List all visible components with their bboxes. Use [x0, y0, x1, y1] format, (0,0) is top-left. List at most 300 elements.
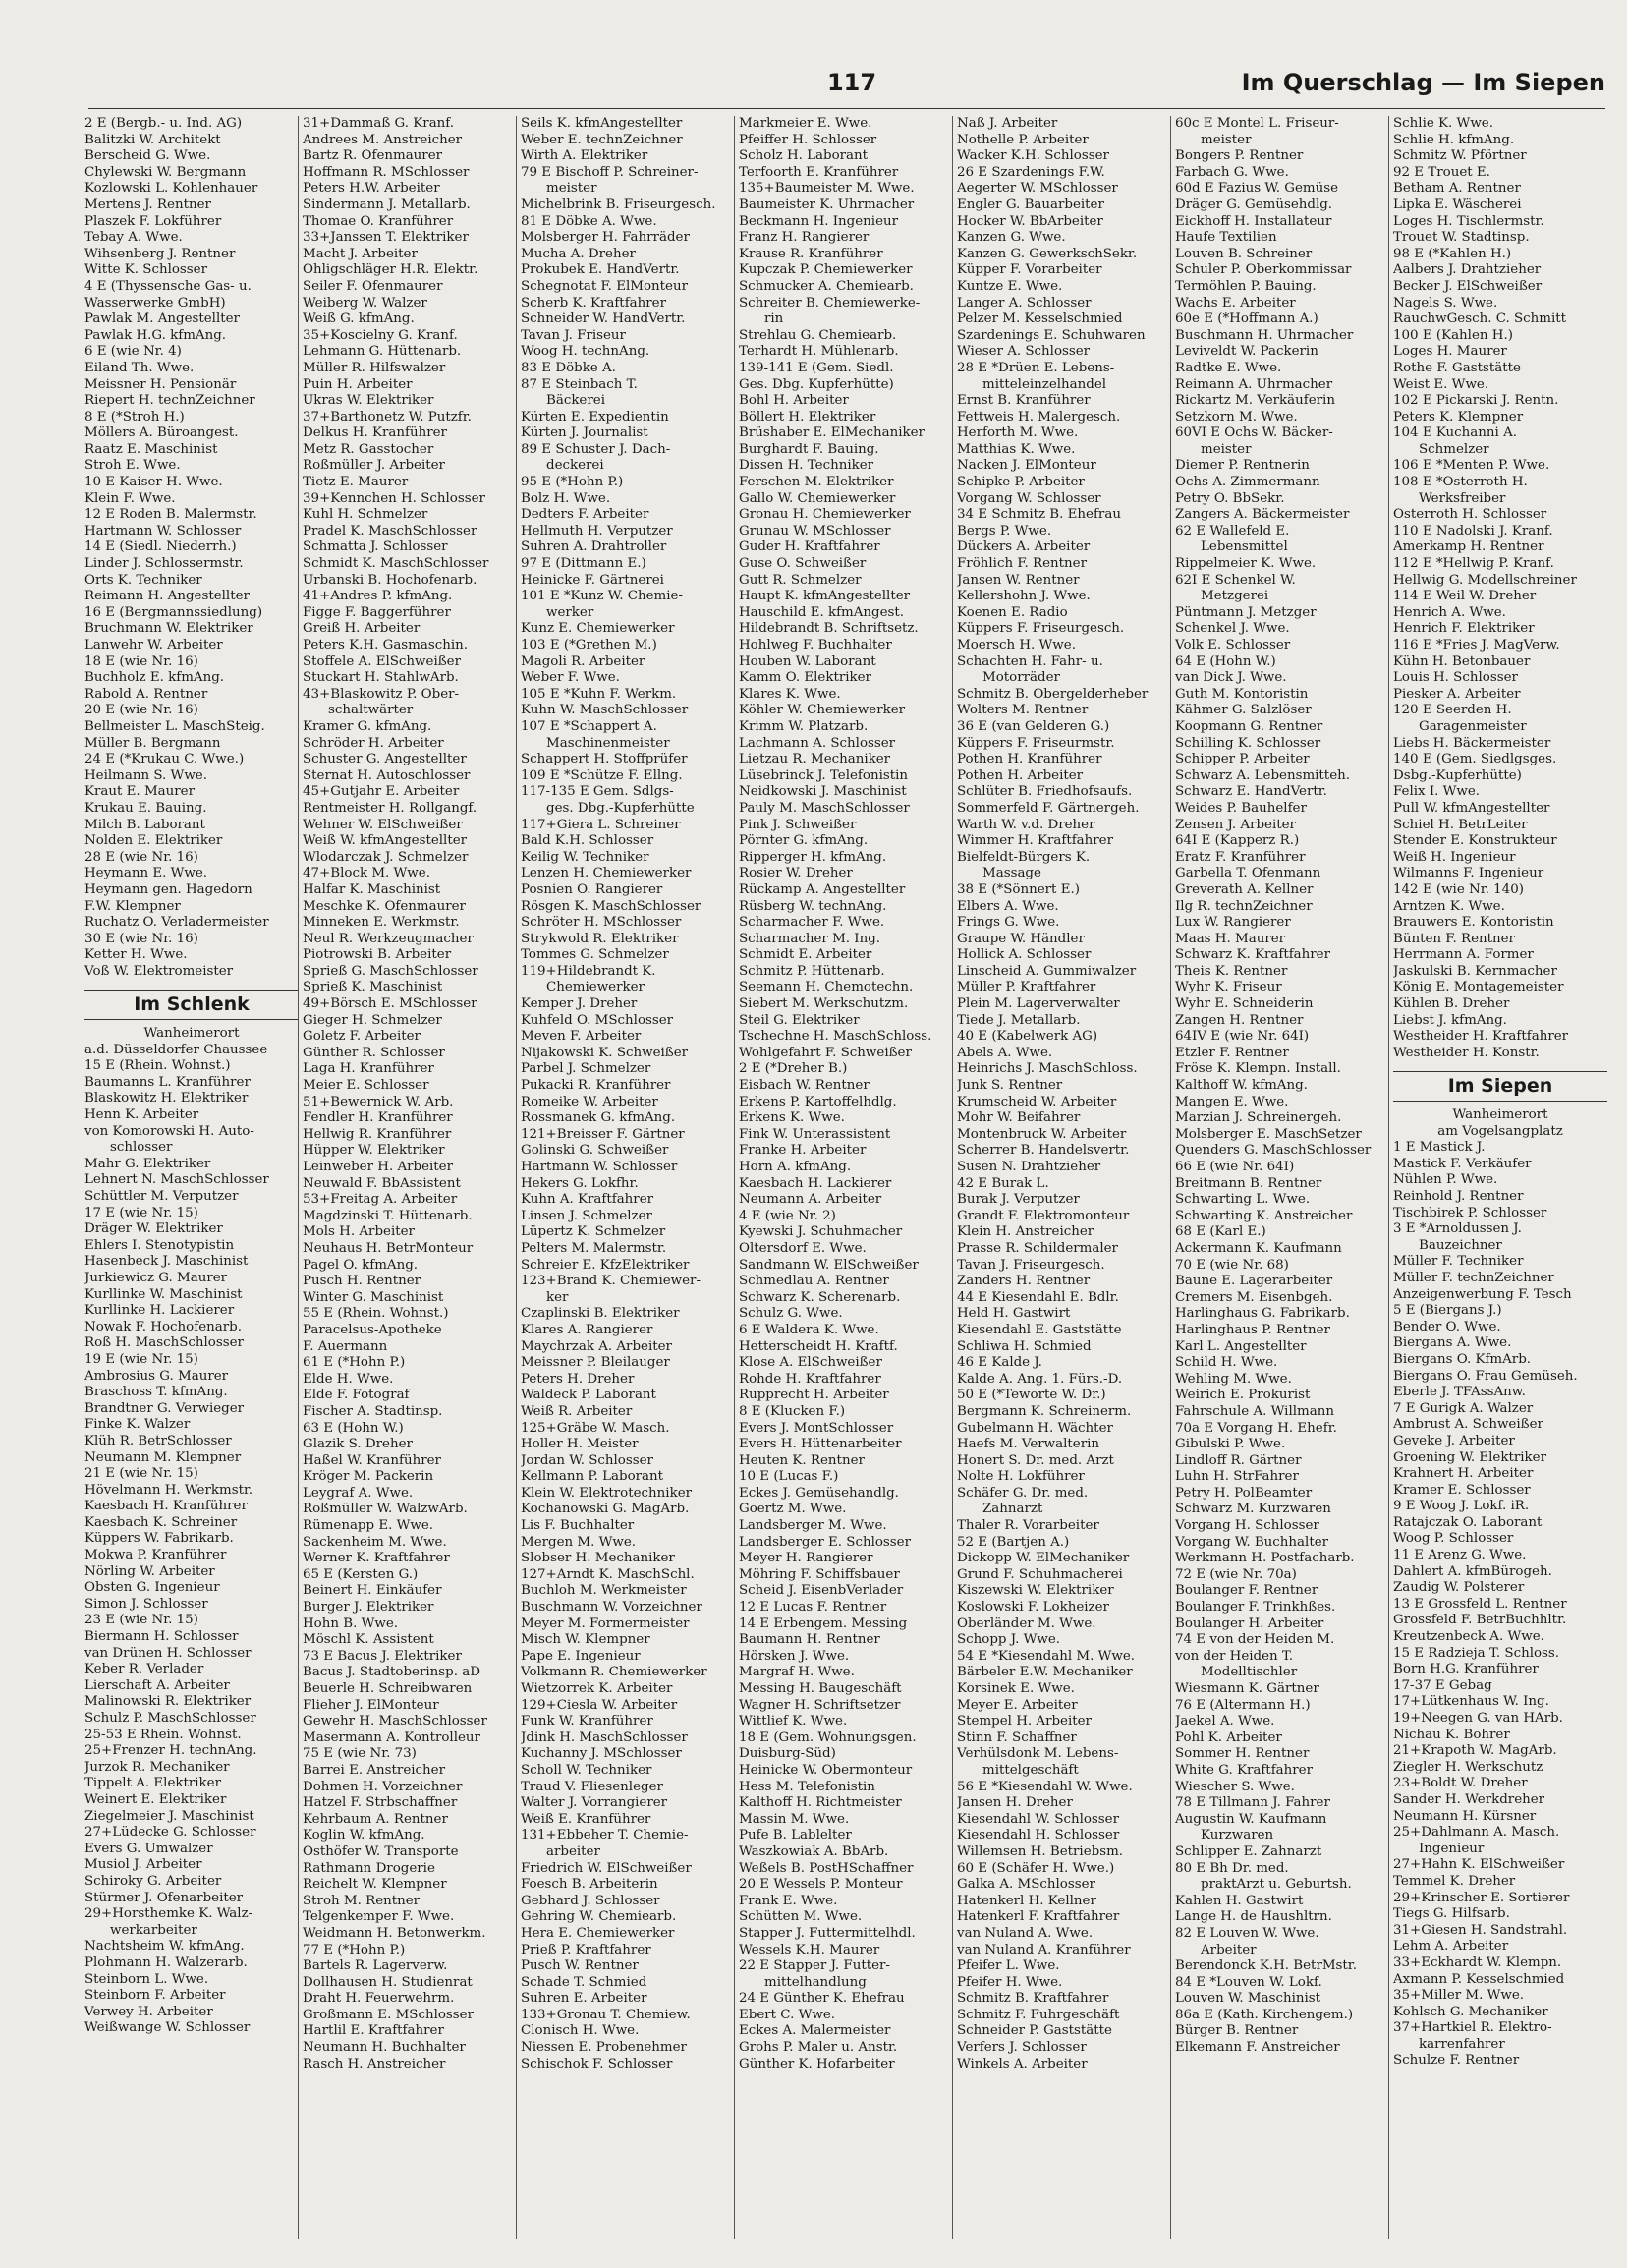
directory-entry: Baune E. Lagerarbeiter	[1175, 1274, 1333, 1289]
directory-entry: Pufe B. Lablelter	[739, 1828, 852, 1843]
directory-entry: Golinski G. Schweißer	[521, 1143, 669, 1159]
directory-entry: 2 E (Bergb.- u. Ind. AG)	[84, 116, 243, 131]
directory-entry: Fahrschule A. Willmann	[1175, 1403, 1334, 1419]
directory-entry: Reimann H. Angestellter	[84, 589, 250, 604]
directory-entry: 38 E (*Sönnert E.)	[957, 881, 1080, 897]
directory-entry: Radtke E. Wwe.	[1175, 360, 1282, 375]
directory-entry: 29+Horsthemke K. Walz-	[84, 1906, 253, 1922]
directory-entry: Evers J. MontSchlosser	[739, 1420, 894, 1436]
directory-entry: 97 E (Dittmann E.)	[521, 556, 646, 572]
directory-entry: Neumann H. Buchhalter	[303, 2040, 466, 2056]
directory-entry: Szardenings E. Schuhwaren	[957, 327, 1146, 343]
directory-entry: 3 E *Arnoldussen J.	[1393, 1221, 1522, 1237]
directory-entry: Kiesendahl W. Schlosser	[957, 1811, 1119, 1827]
directory-entry: Kaesbach K. Schreiner	[84, 1514, 238, 1530]
directory-entry: 33+Janssen T. Elektriker	[303, 230, 469, 246]
directory-entry: Schulze F. Rentner	[1393, 2053, 1520, 2069]
entry-continuation: Garagenmeister	[1419, 718, 1527, 734]
directory-entry: Nolden E. Elektriker	[84, 833, 223, 849]
directory-entry: 26 E Szardenings F.W.	[957, 164, 1105, 180]
directory-entry: Küpper F. Vorarbeiter	[957, 262, 1102, 278]
directory-entry: Lindloff R. Gärtner	[1175, 1452, 1302, 1468]
directory-entry: 117-135 E Gem. Sdlgs-	[521, 784, 674, 800]
directory-entry: Dedters F. Arbeiter	[521, 507, 649, 523]
directory-entry: Sommerfeld F. Gärtnergeh.	[957, 800, 1140, 816]
directory-entry: Gieger H. Schmelzer	[303, 1012, 442, 1028]
directory-entry: 25+Frenzer H. technAng.	[84, 1743, 257, 1759]
directory-entry: 119+Hildebrandt K.	[521, 963, 656, 979]
directory-entry: Schmatta J. Schlosser	[303, 539, 448, 555]
directory-entry: Kellershohn J. Wwe.	[957, 589, 1091, 604]
directory-entry: Franz H. Rangierer	[739, 230, 870, 246]
directory-entry: 24 E Günther K. Ehefrau	[739, 1991, 905, 2007]
entry-continuation: ker	[546, 1289, 569, 1305]
directory-entry: Musiol J. Arbeiter	[84, 1857, 202, 1873]
directory-entry: 34 E Schmitz B. Ehefrau	[957, 507, 1121, 523]
directory-entry: Scherb K. Kraftfahrer	[521, 295, 666, 311]
directory-entry: Evers H. Hüttenarbeiter	[739, 1437, 902, 1452]
directory-entry: Hatzel F. Strbschaffner	[303, 1795, 458, 1811]
column-2	[303, 116, 517, 2072]
directory-entry: Vorgang W. Buchhalter	[1175, 1534, 1329, 1550]
directory-entry: Draht H. Feuerwehrm.	[303, 1991, 455, 2007]
directory-entry: Kuntze E. Wwe.	[957, 278, 1063, 294]
directory-entry: Lenzen H. Chemiewerker	[521, 866, 692, 881]
directory-entry: Dückers A. Arbeiter	[957, 539, 1091, 555]
directory-entry: Stempel H. Arbeiter	[957, 1714, 1092, 1729]
directory-entry: 64I E (Kapperz R.)	[1175, 833, 1300, 849]
directory-entry: 64IV E (wie Nr. 64I)	[1175, 1029, 1310, 1045]
directory-entry: Mokwa P. Kranführer	[84, 1548, 227, 1563]
directory-entry: 17 E (wie Nr. 15)	[84, 1205, 198, 1220]
directory-entry: Kuhn W. MaschSchlosser	[521, 703, 689, 718]
directory-entry: Gubelmann H. Wächter	[957, 1420, 1113, 1436]
directory-entry: Bruchmann W. Elektriker	[84, 621, 253, 637]
directory-entry: Müller R. Hilfswalzer	[303, 360, 446, 375]
directory-entry: Schachten H. Fahr- u.	[957, 653, 1103, 669]
directory-entry: Reinhold J. Rentner	[1393, 1189, 1524, 1204]
directory-entry: Pelters M. Malermstr.	[521, 1240, 667, 1256]
directory-entry: Eratz F. Kranführer	[1175, 849, 1306, 865]
directory-entry: Tietz E. Maurer	[303, 475, 409, 490]
directory-entry: Posnien O. Rangierer	[521, 881, 663, 897]
directory-entry: a.d. Düsseldorfer Chaussee	[84, 1042, 268, 1057]
directory-entry: Keber R. Verlader	[84, 1662, 204, 1677]
directory-entry: Hohlweg F. Buchhalter	[739, 638, 892, 652]
directory-entry: Müller F. Techniker	[1393, 1254, 1524, 1270]
directory-entry: Pusch H. Rentner	[303, 1274, 421, 1289]
directory-entry: 54 E *Kiesendahl M. Wwe.	[957, 1648, 1136, 1664]
entry-continuation: Metzgerei	[1201, 589, 1269, 604]
directory-entry: Pörnter G. kfmAng.	[739, 833, 869, 849]
directory-entry: Weiß R. Arbeiter	[521, 1403, 633, 1419]
directory-entry: Termöhlen P. Bauing.	[1175, 278, 1317, 294]
directory-entry: Elkemann F. Anstreicher	[1175, 2040, 1340, 2056]
directory-entry: RauchwGesch. C. Schmitt	[1393, 312, 1567, 327]
directory-entry: Glazik S. Dreher	[303, 1437, 413, 1452]
directory-entry: Schischok F. Schlosser	[521, 2056, 673, 2071]
directory-entry: Simon J. Schlosser	[84, 1596, 208, 1612]
directory-entry: Plohmann H. Walzerarb.	[84, 1955, 248, 1970]
directory-entry: Ziegelmeier J. Maschinist	[84, 1808, 254, 1824]
directory-entry: Schröder H. Arbeiter	[303, 735, 444, 751]
directory-entry: Tippelt A. Elektriker	[84, 1776, 221, 1791]
directory-entry: 13 E Grossfeld L. Rentner	[1393, 1596, 1567, 1612]
directory-entry: Neumann H. Kürsner	[1393, 1808, 1537, 1824]
directory-entry: Scheid J. EisenbVerlader	[739, 1583, 904, 1599]
directory-entry: 37+Hartkiel R. Elektro-	[1393, 2020, 1552, 2036]
directory-entry: Barrei E. Anstreicher	[303, 1762, 445, 1778]
directory-entry: Seemann H. Chemotechn.	[739, 980, 914, 995]
column-divider	[734, 116, 735, 2239]
directory-entry: Markmeier E. Wwe.	[739, 116, 872, 131]
directory-entry: Lachmann A. Schlosser	[739, 735, 896, 751]
directory-entry: 27+Hahn K. ElSchweißer	[1393, 1857, 1565, 1873]
directory-entry: Ferschen M. Elektriker	[739, 475, 894, 490]
directory-entry: Neumann M. Klempner	[84, 1449, 242, 1465]
directory-entry: Meyer M. Formermeister	[521, 1616, 690, 1631]
directory-entry: Werner K. Kraftfahrer	[303, 1551, 450, 1566]
directory-entry: Großmann E. MSchlosser	[303, 2007, 474, 2022]
directory-entry: Wiesmann K. Gärtner	[1175, 1681, 1319, 1696]
directory-entry: Linscheid A. Gummiwalzer	[957, 963, 1137, 979]
directory-entry: Grohs P. Maler u. Anstr.	[739, 2040, 898, 2056]
directory-entry: Stürmer J. Ofenarbeiter	[84, 1890, 244, 1905]
directory-entry: 47+Block M. Wwe.	[303, 866, 430, 881]
directory-entry: Brüshaber E. ElMechaniker	[739, 425, 925, 441]
directory-entry: Galka A. MSchlosser	[957, 1877, 1095, 1893]
directory-entry: Chylewski W. Bergmann	[84, 164, 247, 180]
directory-entry: Schegnotat F. ElMonteur	[521, 278, 688, 294]
directory-entry: Westheider H. Kraftfahrer	[1393, 1029, 1569, 1045]
directory-entry: Weiß W. kfmAngestellter	[303, 833, 468, 849]
entry-continuation: mitteleinzelhandel	[982, 376, 1107, 392]
directory-entry: Wagner H. Schriftsetzer	[739, 1697, 901, 1713]
directory-entry: F.W. Klempner	[84, 898, 181, 914]
directory-entry: Schröter H. MSchlosser	[521, 915, 682, 931]
directory-entry: Klose A. ElSchweißer	[739, 1355, 882, 1371]
directory-entry: 31+Dammaß G. Kranf.	[303, 116, 455, 131]
directory-entry: 73 E Bacus J. Elektriker	[303, 1648, 462, 1664]
directory-entry: Weidmann H. Betonwerkm.	[303, 1925, 486, 1941]
directory-entry: 84 E *Louven W. Lokf.	[1175, 1974, 1322, 1990]
directory-entry: Greverath A. Kellner	[1175, 881, 1314, 897]
directory-entry: Rippelmeier K. Wwe.	[1175, 556, 1317, 572]
directory-entry: Ziegler H. Werkschutz	[1393, 1759, 1543, 1775]
directory-entry: 117+Giera L. Schreiner	[521, 817, 681, 832]
entry-continuation: Zahnarzt	[982, 1502, 1043, 1517]
directory-entry: Aegerter W. MSchlosser	[957, 181, 1118, 197]
directory-entry: 1 E Mastick J.	[1393, 1140, 1486, 1156]
directory-entry: Sackenheim M. Wwe.	[303, 1534, 447, 1550]
directory-entry: Kiesendahl H. Schlosser	[957, 1828, 1120, 1843]
directory-entry: Ambrust A. Schweißer	[1393, 1417, 1543, 1433]
directory-entry: Mangen E. Wwe.	[1175, 1094, 1289, 1109]
directory-entry: 8 E (*Stroh H.)	[84, 409, 185, 425]
directory-entry: Schiroky G. Arbeiter	[84, 1873, 222, 1889]
directory-entry: Hartmann W. Schlosser	[84, 523, 242, 539]
directory-entry: Pull W. kfmAngestellter	[1393, 800, 1550, 816]
directory-entry: Arntzen K. Wwe.	[1393, 898, 1505, 914]
directory-entry: Nothelle P. Arbeiter	[957, 132, 1089, 147]
directory-entry: Meyer H. Rangierer	[739, 1551, 873, 1566]
directory-entry: Stoffele A. ElSchweißer	[303, 653, 461, 669]
entry-continuation: werkarbeiter	[110, 1922, 197, 1938]
directory-entry: Bacus J. Stadtoberinsp. aD	[303, 1665, 480, 1680]
directory-entry: 79 E Bischoff P. Schreiner-	[521, 164, 699, 180]
directory-entry: 17+Lütkenhaus W. Ing.	[1393, 1694, 1549, 1710]
directory-entry: Winter G. Maschinist	[303, 1289, 444, 1305]
directory-entry: Setzkorn M. Wwe.	[1175, 409, 1298, 425]
directory-entry: Schäfer G. Dr. med.	[957, 1485, 1089, 1501]
directory-entry: 139-141 E (Gem. Siedl.	[739, 360, 894, 375]
directory-entry: 9 E Woog J. Lokf. iR.	[1393, 1499, 1530, 1514]
directory-entry: Pagel O. kfmAng.	[303, 1257, 419, 1273]
entry-continuation: karrenfahrer	[1419, 2036, 1505, 2052]
locality-label: am Vogelsangplatz	[1437, 1123, 1563, 1139]
directory-entry: 81 E Döbke A. Wwe.	[521, 213, 657, 229]
directory-entry: Schreiter B. Chemiewerke-	[739, 295, 921, 311]
directory-entry: Brauwers E. Kontoristin	[1393, 915, 1554, 931]
directory-entry: Pothen H. Arbeiter	[957, 767, 1084, 783]
directory-entry: Gallo W. Chemiewerker	[739, 490, 896, 506]
directory-entry: Voß W. Elektromeister	[84, 963, 234, 979]
directory-entry: Wilmanns F. Ingenieur	[1393, 866, 1544, 881]
directory-entry: Guse O. Schweißer	[739, 556, 867, 572]
directory-entry: 28 E (wie Nr. 16)	[84, 849, 198, 865]
directory-entry: Westheider H. Konstr.	[1393, 1045, 1540, 1060]
directory-entry: 21 E (wie Nr. 15)	[84, 1466, 198, 1482]
directory-entry: Weßels B. PostHSchaffner	[739, 1860, 914, 1876]
entry-continuation: Kurzwaren	[1201, 1828, 1274, 1843]
directory-entry: Volkmann R. Chemiewerker	[521, 1665, 707, 1680]
directory-entry: Liebs H. Bäckermeister	[1393, 735, 1551, 751]
directory-entry: Guder H. Kraftfahrer	[739, 539, 880, 555]
directory-entry: Peters H. Dreher	[521, 1371, 635, 1387]
directory-entry: Oltersdorf E. Wwe.	[739, 1240, 867, 1256]
directory-entry: 25-53 E Rhein. Wohnst.	[84, 1727, 242, 1742]
directory-entry: Schipper P. Arbeiter	[1175, 752, 1310, 767]
directory-entry: Korsinek E. Wwe.	[957, 1681, 1075, 1696]
directory-entry: 51+Bewernick W. Arb.	[303, 1094, 454, 1109]
entry-continuation: meister	[546, 181, 597, 197]
locality-label: Wanheimerort	[143, 1026, 240, 1042]
page-header	[98, 69, 1605, 108]
directory-entry: 102 E Pickarski J. Rentn.	[1393, 393, 1559, 409]
column-1	[84, 116, 299, 2037]
directory-entry: Junk S. Rentner	[957, 1078, 1063, 1094]
directory-entry: Ochs A. Zimmermann	[1175, 475, 1320, 490]
directory-entry: 17-37 E Gebag	[1393, 1677, 1492, 1693]
directory-entry: Biergans O. KfmArb.	[1393, 1351, 1532, 1367]
directory-entry: Verfers J. Schlosser	[957, 2040, 1087, 2056]
directory-entry: Pusch W. Rentner	[521, 1958, 639, 1974]
directory-entry: Reichelt W. Klempner	[303, 1877, 447, 1893]
directory-entry: Schulz G. Wwe.	[739, 1306, 843, 1322]
directory-entry: Linsen J. Schmelzer	[521, 1208, 652, 1223]
directory-entry: Molsberger H. Fahrräder	[521, 230, 690, 246]
directory-entry: Burger J. Elektriker	[303, 1600, 434, 1616]
directory-entry: 125+Gräbe W. Masch.	[521, 1420, 670, 1436]
directory-entry: Rupprecht H. Arbeiter	[739, 1388, 889, 1403]
directory-entry: Bongers P. Rentner	[1175, 148, 1304, 164]
directory-entry: Scharmacher M. Ing.	[739, 931, 881, 946]
directory-entry: Balitzki W. Architekt	[84, 132, 221, 147]
directory-entry: Hartmann W. Schlosser	[521, 1160, 678, 1174]
directory-entry: 55 E (Rhein. Wohnst.)	[303, 1306, 449, 1322]
directory-entry: 37+Barthonetz W. Putzfr.	[303, 409, 472, 425]
directory-entry: Kochanowski G. MagArb.	[521, 1502, 690, 1517]
directory-entry: 49+Börsch E. MSchlosser	[303, 996, 477, 1012]
directory-entry: Elbers A. Wwe.	[957, 898, 1059, 914]
section-heading: Im Schlenk	[84, 990, 299, 1020]
directory-entry: Louis H. Schlosser	[1393, 670, 1518, 686]
directory-entry: Müller F. technZeichner	[1393, 1270, 1554, 1285]
directory-entry: Evers G. Umwalzer	[84, 1841, 213, 1856]
directory-entry: Flieher J. ElMonteur	[303, 1697, 439, 1713]
directory-entry: Schreier E. KfzElektriker	[521, 1257, 690, 1273]
directory-entry: Ohligschläger H.R. Elektr.	[303, 262, 478, 278]
directory-entry: Tebay A. Wwe.	[84, 230, 183, 246]
directory-entry: 6 E (wie Nr. 4)	[84, 344, 182, 360]
directory-entry: Wiescher S. Wwe.	[1175, 1779, 1295, 1794]
directory-entry: Kemper J. Dreher	[521, 996, 638, 1012]
directory-entry: Mastick F. Verkäufer	[1393, 1156, 1532, 1171]
entry-continuation: Bauzeichner	[1419, 1237, 1502, 1253]
directory-entry: Mucha A. Dreher	[521, 246, 636, 261]
directory-entry: 36 E (van Gelderen G.)	[957, 718, 1110, 734]
directory-entry: Schmedlau A. Rentner	[739, 1274, 889, 1289]
directory-entry: 70 E (wie Nr. 68)	[1175, 1257, 1289, 1273]
directory-entry: Klares K. Wwe.	[739, 686, 841, 702]
directory-entry: Lehmann G. Hüttenarb.	[303, 344, 462, 360]
directory-entry: Suhren A. Drahtroller	[521, 539, 667, 555]
directory-entry: Frank E. Wwe.	[739, 1893, 838, 1908]
directory-entry: Lüsebrinck J. Telefonistin	[739, 767, 909, 783]
directory-entry: 95 E (*Hohn P.)	[521, 475, 624, 490]
directory-entry: Massin M. Wwe.	[739, 1811, 850, 1827]
directory-entry: Herrmann A. Former	[1393, 947, 1534, 963]
directory-entry: Biergans O. Frau Gemüseh.	[1393, 1368, 1578, 1384]
directory-entry: 21+Krapoth W. MagArb.	[1393, 1743, 1557, 1759]
directory-entry: Weiß H. Ingenieur	[1393, 849, 1516, 865]
directory-entry: Haefs M. Verwalterin	[957, 1437, 1100, 1452]
directory-entry: 33+Eckhardt W. Klempn.	[1393, 1955, 1562, 1970]
directory-entry: 23+Boldt W. Dreher	[1393, 1776, 1528, 1791]
directory-entry: Hatenkerl F. Kraftfahrer	[957, 1909, 1120, 1925]
directory-entry: 75 E (wie Nr. 73)	[303, 1746, 417, 1762]
directory-entry: Meschke K. Ofenmaurer	[303, 898, 466, 914]
directory-entry: van Nuland A. Wwe.	[957, 1925, 1094, 1941]
directory-entry: Blaskowitz H. Elektriker	[84, 1091, 249, 1106]
directory-entry: Schmucker A. Chemiearb.	[739, 278, 914, 294]
directory-entry: 142 E (wie Nr. 140)	[1393, 881, 1524, 897]
directory-entry: Hocker W. BbArbeiter	[957, 213, 1103, 229]
directory-entry: Tiede J. Metallarb.	[957, 1012, 1081, 1028]
directory-entry: 10 E (Lucas F.)	[739, 1469, 839, 1485]
directory-entry: Willemsen H. Betriebsm.	[957, 1843, 1124, 1859]
directory-entry: Grunau W. MSchlosser	[739, 523, 891, 539]
directory-entry: Paracelsus-Apotheke	[303, 1322, 442, 1337]
directory-entry: 116 E *Fries J. MagVerw.	[1393, 638, 1560, 652]
directory-entry: Stender E. Konstrukteur	[1393, 833, 1557, 849]
directory-entry: Fröhlich F. Rentner	[957, 556, 1088, 572]
directory-entry: Bohl H. Arbeiter	[739, 393, 849, 409]
directory-entry: 6 E Waldera K. Wwe.	[739, 1322, 879, 1337]
directory-entry: Lux W. Rangierer	[1175, 915, 1291, 931]
directory-entry: Koglin W. kfmAng.	[303, 1828, 425, 1843]
directory-entry: Traud V. Fliesenleger	[521, 1779, 663, 1794]
directory-entry: Schwarz K. Scherenarb.	[739, 1289, 901, 1305]
directory-entry: Niessen E. Probenehmer	[521, 2040, 687, 2056]
directory-entry: Etzler F. Rentner	[1175, 1045, 1289, 1060]
directory-entry: Schmidt E. Arbeiter	[739, 947, 872, 963]
directory-entry: Pukacki R. Kranführer	[521, 1078, 671, 1094]
directory-entry: Püntmann J. Metzger	[1175, 604, 1317, 620]
directory-entry: Meyer E. Arbeiter	[957, 1697, 1078, 1713]
directory-entry: 11 E Arenz G. Wwe.	[1393, 1548, 1527, 1563]
directory-entry: Weiß G. kfmAng.	[303, 312, 415, 327]
directory-entry: Ehlers I. Stenotypistin	[84, 1237, 235, 1253]
directory-entry: Brandtner G. Verwieger	[84, 1400, 245, 1416]
directory-entry: Beckmann H. Ingenieur	[739, 213, 899, 229]
directory-entry: Kurllinke W. Maschinist	[84, 1286, 243, 1302]
directory-entry: Werkmann H. Postfacharb.	[1175, 1551, 1355, 1566]
directory-entry: 20 E Wessels P. Monteur	[739, 1877, 903, 1893]
directory-entry: Mols H. Arbeiter	[303, 1224, 415, 1240]
directory-entry: Hörsken J. Wwe.	[739, 1648, 850, 1664]
directory-entry: Kraut E. Maurer	[84, 784, 195, 800]
directory-entry: Osterroth H. Schlosser	[1393, 507, 1547, 523]
directory-entry: Jurkiewicz G. Maurer	[84, 1270, 228, 1285]
directory-entry: Burak J. Verputzer	[957, 1192, 1080, 1208]
directory-entry: Ambrosius G. Maurer	[84, 1368, 229, 1384]
directory-entry: Clonisch H. Wwe.	[521, 2023, 640, 2039]
directory-entry: Terfoorth E. Kranführer	[739, 164, 899, 180]
column-divider	[298, 116, 299, 2239]
directory-entry: Rüsberg W. technAng.	[739, 898, 887, 914]
directory-entry: Braschoss T. kfmAng.	[84, 1385, 228, 1400]
directory-entry: 46 E Kalde J.	[957, 1355, 1042, 1371]
directory-entry: Czaplinski B. Elektriker	[521, 1306, 680, 1322]
running-head: Im Querschlag — Im Siepen	[1241, 69, 1605, 96]
directory-entry: 4 E (wie Nr. 2)	[739, 1208, 836, 1223]
directory-entry: Mahr G. Elektriker	[84, 1156, 211, 1171]
directory-entry: Friedrich W. ElSchweißer	[521, 1860, 692, 1876]
directory-entry: Bielfeldt-Bürgers K.	[957, 849, 1091, 865]
directory-entry: Henrich F. Elektriker	[1393, 621, 1535, 637]
directory-entry: Weber E. technZeichner	[521, 132, 683, 147]
directory-entry: Möschl K. Assistent	[303, 1632, 434, 1648]
directory-entry: Meissner H. Pensionär	[84, 376, 237, 392]
directory-entry: Mohr W. Beifahrer	[957, 1110, 1081, 1126]
directory-entry: Roßmüller J. Arbeiter	[303, 458, 445, 474]
directory-entry: Matthias K. Wwe.	[957, 441, 1076, 457]
directory-entry: Leinweber H. Arbeiter	[303, 1160, 454, 1174]
directory-entry: Reimann A. Uhrmacher	[1175, 376, 1333, 392]
directory-entry: 77 E (*Hohn P.)	[303, 1942, 406, 1957]
directory-entry: 106 E *Menten P. Wwe.	[1393, 458, 1550, 474]
directory-entry: Rohde H. Kraftfahrer	[739, 1371, 881, 1387]
directory-entry: Rothe F. Gaststätte	[1393, 360, 1521, 375]
directory-entry: Kalthoff W. kfmAng.	[1175, 1078, 1308, 1094]
directory-entry: Krumscheid W. Arbeiter	[957, 1094, 1117, 1109]
directory-entry: Bärbeler E.W. Mechaniker	[957, 1665, 1133, 1680]
directory-entry: Köhler W. Chemiewerker	[739, 703, 906, 718]
directory-entry: Hasenbeck J. Maschinist	[84, 1254, 249, 1270]
directory-entry: Macht J. Arbeiter	[303, 246, 418, 261]
directory-entry: Montenbruck W. Arbeiter	[957, 1126, 1127, 1142]
